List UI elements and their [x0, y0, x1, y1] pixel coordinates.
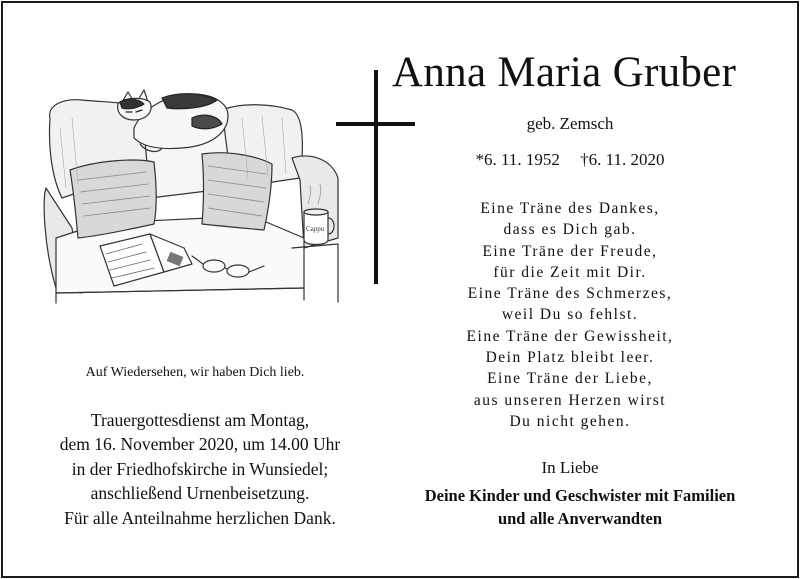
birth-name: geb. Zemsch	[526, 114, 614, 133]
poem-line: Dein Platz bleibt leer.	[485, 349, 655, 367]
mug-label: Cappu	[306, 225, 325, 233]
cross-vertical-bar	[374, 70, 378, 284]
poem-line: weil Du so fehlst.	[501, 306, 639, 324]
poem-line: Du nicht gehen.	[509, 412, 631, 430]
service-line: dem 16. November 2020, um 14.00 Uhr	[59, 434, 341, 455]
poem-line: aus unseren Herzen wirst	[473, 391, 667, 409]
memorial-poem	[390, 198, 750, 432]
sofa-cat-illustration	[42, 88, 342, 306]
funeral-service-info	[20, 408, 380, 505]
poem-line: Eine Träne der Gewissheit,	[466, 327, 674, 345]
service-line: in der Friedhofskirche in Wunsiedel;	[71, 458, 329, 479]
poem-line: Eine Träne der Liebe,	[487, 370, 653, 388]
poem-line: dass es Dich gab.	[503, 221, 637, 239]
farewell-caption: Auf Wiedersehen, wir haben Dich lieb.	[85, 365, 305, 380]
in-love-line: In Liebe	[541, 458, 599, 477]
service-line: Trauergottesdienst am Montag,	[90, 410, 310, 430]
life-dates	[390, 150, 750, 170]
poem-line: Eine Träne der Freude,	[482, 242, 658, 260]
birth-date: *6. 11. 1952	[475, 150, 560, 169]
mourners-line: und alle Anverwandten	[497, 509, 663, 528]
mourners-line: Deine Kinder und Geschwister mit Familien	[424, 486, 736, 505]
poem-line: Eine Träne des Schmerzes,	[467, 285, 673, 303]
service-line: anschließend Urnenbeisetzung.	[90, 482, 310, 503]
mourners	[380, 484, 780, 530]
death-date: †6. 11. 2020	[580, 150, 665, 169]
thanks-line: Für alle Anteilnahme herzlichen Dank.	[64, 508, 336, 528]
poem-line: Eine Träne des Dankes,	[480, 200, 660, 217]
deceased-name: Anna Maria Gruber	[392, 49, 737, 96]
poem-line: für die Zeit mit Dir.	[493, 263, 647, 281]
